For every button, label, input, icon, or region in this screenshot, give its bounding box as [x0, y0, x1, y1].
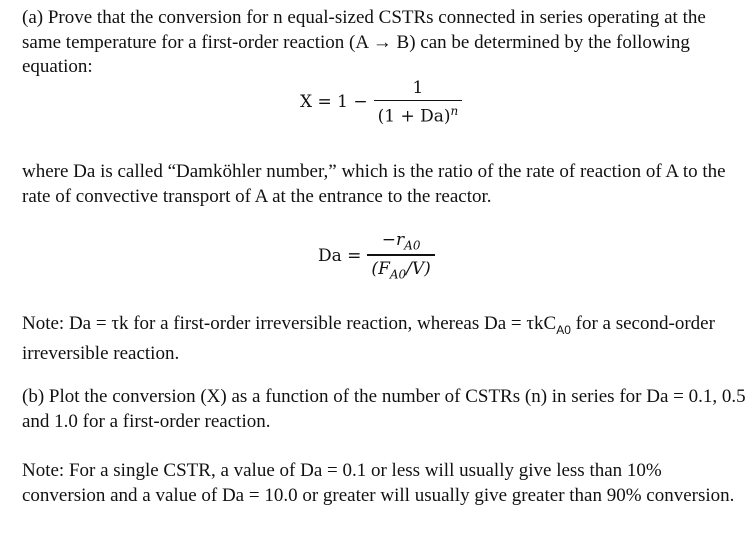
note-damkohler: Note: Da = τk for a first-order irreversible reaction, whereas Da = τkC$_{A0}$ for a second-order irreversible reaction.	[22, 313, 715, 365]
da-fraction	[367, 230, 434, 281]
conversion-equation	[300, 78, 462, 127]
fraction-numerator: 1	[412, 78, 424, 98]
da-numerator: $-r_{A0}$	[381, 230, 421, 253]
part-b-text: (b) Plot the conversion (X) as a function of the number of CSTRs (n) in series for Da = 0.1, 0.5 and 1.0 for a first-order reaction.	[22, 386, 746, 432]
da-lhs: Da =	[318, 245, 362, 266]
damkohler-equation	[318, 230, 435, 281]
da-denominator: $(F_{A0}/V)$	[371, 258, 431, 282]
part-a-intro: (a) Prove that the conversion for n equal-sized CSTRs connected in series operating at the same temperature for a first-order reaction (A → B) can be determined by the following equation:	[22, 7, 706, 77]
fraction-denominator: $(1 + Da)^n$	[377, 104, 459, 127]
note-single-cstr: Note: For a single CSTR, a value of Da = 0.1 or less will usually give less than 10% conversion and a value of Da = 10.0 or greater will usually give greater than 90% conversion.	[22, 460, 735, 506]
equation-fraction	[374, 78, 463, 127]
equation-lhs: X = 1 −	[300, 92, 368, 113]
damkohler-definition: where Da is called “Damköhler number,” which is the ratio of the rate of reaction of A to the rate of convective transport of A at the entrance to the reactor.	[22, 161, 726, 207]
